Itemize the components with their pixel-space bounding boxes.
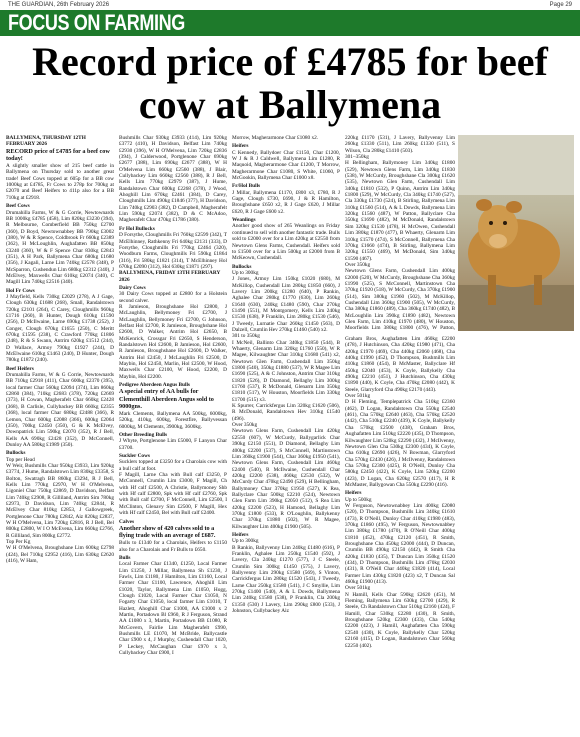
section-banner	[0, 10, 580, 36]
paragraph: H Bellingham, Ballymoney Lim 340kg £1800 (529), Newtown Glens Farm, Lim 340kg £1830 (538), W McCurdy, Broughshane Cla 300kg £1620 (535), Newtown Glen Farm, Cushendall Lim 340kg £1810 (532), P Quinn, Antrim Lim 340kg £1800 (529), W McCurdy, Cla 340kg £1740 (527), Cla 330kg £1730 (524), B Stirling, Ballymena Lim 310kg £1560 (514), A & L Dowds, Ballymena Lim 320kg £1560 (487), W Patton, Ballyclare Cha 350kg £1690 (482), M McDonald, Randalstown Sim 320kg £1530 (478), H McOwen, Cushendall Lim 380kg £1870 (477), B Whaerty, Glenarm Lim 310kg £1570 (474), S McConnell, Ballymena Cha 370kg £1660 (474), B Stirling, Ballymena Lim 320kg £1550 (469), M McDonald, Sim 340kg £1590 (467).	[345, 160, 455, 262]
paragraph: B Rankin, Ballyvenny Lim 240kg £1480 (616), P Franklin, Aghalee Lim 250kg £1540 (592), J Lavery, Cla 240kg £1270 (577), J C Steele, Crumlin Sim 300kg £1450 (575), J Lavery, Ballyvenny Lim 290kg £1580 (569), S Vinton, Carrickfergus Lim 280kg £1520 (543), J Tweedy, Larne Char 250kg £1580 (541), J C Smyllie, Lim 270kg £1400 (540), A & L Dowds, Ballymena Lim 240kg £1580 (538), P Franklin, Cla 200kg £1350 (530) J Lavery, Lim 290kg £800 (533), J Johnston, Cullybackey Aiz	[232, 544, 340, 615]
paragraph: Another good show of 265 Weanlings on Friday continued to sell with another fantastic trade. Bulls sold to £2000 over for a Lim 420kg at £2550 from Newtown Glens Farms, Cushendall. Heifers sold to £1500 over for a Lim 500kg at £2000 from B McKeown, Cushendall.	[232, 223, 340, 262]
paragraph: Sucklers topped at £3250 for a Charolais cow with a bull calf at foot.	[119, 459, 227, 472]
subheading: Other Breeding Bulls	[119, 432, 168, 439]
page-header	[0, 0, 580, 10]
subheading: Calves	[119, 518, 135, 525]
paragraph: F Magill, Larne Cha with Bull calf £3250, P McConnell, Crumlin Lim £3000, F Magill, Ch with Hf calf £2500, A Christie, Ballymoney Shb with Hf calf £2800, Spk with Hf calf £2760, Spk with Bull calf £2700, F McConnell, Lim £2500, I McClinton, Glenavy Sim £2500, F Magill, Hex with Hf calf £2450, Bel with Bull calf £2400.	[119, 472, 227, 517]
paragraph: Over 501kg	[345, 585, 371, 592]
paragraph: J Millar, Ballymena £1170, £800 x3, £780, R J Gage, Clough £730, £690, J & R Hamilton, Broughshane £650 x2, R J Gage £620, J Millar £620, R J Gage £600 x2.	[232, 189, 340, 215]
article-column-2	[119, 135, 227, 733]
paragraph: D Forsythe, Cloughmills Fri 760kg £2599 (342), T McElhinney, Rathkenny Fri 640kg £2131 (333), D Forsythe, Cloughmills Fri 770kg £2464 (320), Woodburn Farms, Cloughmills Fri 590kg £1864 (316), Fri 580kg £1821 (314), T McElhinney Hol 670kg £2090 (312), Hol 630kg £1871 (297).	[119, 232, 227, 270]
subheading: Heifers	[345, 490, 362, 497]
paragraph: N Hamill, Kells Char 590kg £2620 (451), M Fleming, Ballymena Lim 630kg £2700 (429), R Steele, Ch Randalstown Char 510kg £2160 (424), F Hamill, Char 530kg £2280 (430), R Smith, Broughshane 520kg £2300 (433), Cha 540kg £2200 (423), J Hamill, Aughafatten Cha 590kg £2540 (430), K Coyle, Ballykelly Char 520kg £2160 (415), D Logan, Randalstown Char 560kg £2250 (402).	[345, 591, 455, 649]
paragraph: Over 350kg	[345, 261, 371, 268]
paragraph: Newtown Glens Farm, Cushendall Lim 420kg £2550 (607), W McCurdy, Ballygarlick Char 390kg £2150 (551), D Diamond, Bellaghy Lim 400kg £2200 (537), S McConnell, Martinstown Lim 360kg £1900 (544), Char 360kg £1950 (541), Newtown Glens Farm, Cushendall Lim 460kg £2400 (540), R McIlwaine, Cushendall Char 420kg £2200 (538), 460kg £2530 (532), W McCurdy Char 470kg £2490 (529), H Bellingham, Ballymoney Char 370kg £1950 (527), K Rea, Ballyclare Char 500kg £2210 (524), Newtown Glen Farm Lim 390kg £2050 (512), S Rea Lim 420kg £2200 (523), H Hamond, Bellaghy Lim 370kg £1800 (533), R O'Loughlin, Ballykenny Char 370kg £1880 (502), W R Magee, Kilwaughter Lim 400kg £1900 (505).	[232, 428, 340, 530]
paragraph: R Jamieson, Broughshane Hol £2800, J McLaughlin, Bellymoney Fri £2700, J McLaughlin, Bellymoney Fri £2700, G Johnson, Belfast Hol £2700, R Jamieson, Broughshane Hol £2600, D Walker, Antrim Hol £2650, B McKenrick, Crossgar Fri £2650, S Henderson, Randalstown Hol £2600, B Jamieson, Hol £2600, R Jamieson, Broughshane Hol £2600, D Walker, Antrim Hol £2450, J McLaughlin Fri £2500, D Maybin, Hol £2450, Marlin, Hol £2500, W Hood, Maxwells Char £2100, W Hood, £2200, D Maybin, Hol £2200.	[119, 303, 227, 380]
paragraph: A slightly smaller show of 215 beef cattle in Ballymena on Thursday sold to another great trade! Beef Cows topped at 605p for a BB cow 1000kg at £4785, Fr Cows to 278p for 700kg at £2070 and Beef Heifers to 411p also for a BB 710kg at £2918.	[6, 163, 114, 201]
subheading: Beef Cows	[6, 203, 30, 210]
paragraph: Over 501kg	[345, 393, 371, 400]
page-number: Page 29	[549, 2, 572, 8]
paragraph: Drumahilla Farms, W & G Corrie, Newtownards BB 1000kg £4785 (458), Lim 820kg £3230 (394), R Melbourne, Comberfield BB 750kg £2700 (360), D Boyd, Newtownabbey BB 790kg £3002 (380), W & R Spence, Coldbrook Fr 660kg £2389 (362), H McLoughlin, Aughafatten BB 850kg £3240 (360), W & F Spence Char 830kg £2843 (351), A H Park, Ballymena Char 680kg £1680 (356), J Kagali, Larne Lim 740kg £2578 (348), P McSparron, Cushendun Lim 680kg £2312 (340), J McElvey, Maxwells Char 610kg £2074 (340), C Magill Lim 740kg £2516 (340).	[6, 209, 114, 286]
standfirst: RECORD price of £4785 for a beef cow today!	[6, 147, 110, 162]
paragraph: Bulls to £1340 for a Charolais, Heifers to £1150 also for a Charolais and Fr Bulls to £650.	[119, 540, 227, 553]
subheading: Heifers	[232, 531, 249, 538]
headline: Record price of £4785 for beef cow at Ballymena	[32, 39, 548, 127]
paragraph: Top per Head	[6, 456, 35, 463]
subheading: Dairy Cows	[119, 284, 146, 291]
paragraph: W Ferguson, Newtownabbey Lim 400kg £2080 (520), D Thompson, Bushmills Lim 340kg £1610 (473), R O'Neill, Dunloy Char 410kg £1980 (483), 370kg £1860 (495), W Ferguson, Newtownabbey Lim 380kg £1780 (470), R O'Neill Char 400kg £1810 (452), 470kg £2120 (451), R Smith, Broughshane Cha 450kg £2000 (444), D Duncan, Crumlin BB 490kg £2150 (442), R Smith Cha 420kg £1830 (435), T Duncan Lim 350kg £1520 (434), D Thompson, Bushmills Lim 470kg £2030 (431), R O'Neill Char 440kg £1820 (414), Local Farmer Lim 430kg £1820 (423) x2, T Duncan Sal 460kg £1900 (413).	[345, 502, 455, 586]
subheading: Hol Fr Cows	[6, 287, 35, 294]
paragraph: Morrow, Magherarmone Char £1080 x2.	[232, 135, 319, 141]
standfirst: Another show of 420 calves sold to a flying trade with an average of £687.	[119, 524, 216, 540]
subheading: Fr/Hol Bulls	[232, 183, 261, 190]
paragraph: 220kg £1170 (531), J Lavery, Ballyvenny Lim 260kg £1330 (511), Lim 260kg £1330 (511), S Wilson, Cla 280kg £1410 (503).	[345, 135, 455, 154]
paragraph: D H Fleming, Templepatrick Cha 510kg £2360 (462), D Logan, Randalstown Cha 550kg £2540 (461), Cha 570kg £2640 (463), Cha 570kg £2520 (442), Cha 510kg £2240 (439), K Coyle, Ballykelly Cha 570kg £2500 (438), Graham Bros, Aughafatten Lim 510kg £2220 (435), D Thompson, Kilwaughter Lim 520kg £2290 (432), J McIlvenny, Newtown Glen Cha 530kg £2300 (434), K Coyle, Cha 610kg £2690 (426), N Bowman, Glarryford Cha 570kg £2430 (426), J McIlvenny, Randalstown Cha 570kg £2300 (425), R O'Neill, Dunloy Cha 580kg £2450 (422), K Coyle, Lim 520kg £2200 (423), D Logan, Cha 620kg £2570 (417), H R McMaster, Ballygowan Cha 550kg £2290 (416).	[345, 399, 455, 488]
subheading: Pedigree Aberdeen Angus Bulls	[119, 382, 190, 389]
paragraph: 301 to 350kg	[232, 333, 260, 340]
article-column-6	[460, 336, 574, 734]
section-title: FOCUS ON FARMING	[8, 10, 185, 35]
subheading: Bullocks	[232, 263, 252, 270]
paragraph: Graham Bros, Aughafatten Lim 460kg £2200 (478), J Hutchinson, Cha 420kg £1980 (471), Cha 420kg £1970 (469), Cha 440kg £2060 (468), Cha 440kg £1990 (452), D Thompson, Bushmills Lim 410kg £1860 (454), B McMaster, Ballyclare Hf 450kg £2040 (453), K Coyle, Ballykelly Cha 490kg £2210 (451), J Hutchinson, Cha 430kg £1890 (440), K Coyle, Cha 470kg £2080 (442), K Steele, Glarryford Cha 490kg £2170 (443).	[345, 336, 455, 393]
paragraph: Up to 500kg	[345, 496, 372, 503]
paragraph: Top Per Kg	[6, 539, 31, 546]
dateline: BALLYMENA, THURSDAY 12TH FEBRUARY 2026	[6, 135, 86, 148]
paragraph: Over 350kg	[232, 422, 258, 429]
article-column-1	[6, 135, 114, 733]
cattle-photo	[458, 135, 574, 331]
paragraph: Local Farmer Char £1340, £1250, Local Farmer Lim £1250, J Millar, Ballymena Sh £1230, J Fawls, Lim £1180, J Hamilton, Lim £1160, Local Farmer Char £1100, Lawrence, Ahoghill Lim £1020, Taylor, Ballymena Lim £1050, Hogg, Clough £1020, Local Farmer Char £1050, N Fogarty Char £1050, local farmer Lim £1010, T Hazlett, Ahoghill Char £1000, AA £1000 x 2 Martin, Portadown Bl £960, R J Ferguson, Strand AA £1080 x 3, Martin, Portadown BB £1080, R McGovern, Fairlie Lim Magherafelt £990, Bushmills LE £1070, M McBride, Ballycastle Char £900 x 4, J Murphy, Cushendall Char 1020, P Leckey, McCaughan Char £970 x 3, Cullybackey Char £900, I	[119, 561, 227, 657]
subheading: Heifers	[232, 143, 249, 150]
subheading: Beef Heifers	[6, 365, 34, 372]
paragraph: J Jones, Armoy Lim 150kg £1020 (680), M McKillop, Cushendall Lim 280kg £1850 (660), J Lavery Lim 200kg £1280 (640), P Rankin, Aghalee Char 280kg £1770 (630), Lim 260kg £1640 (630), 240kg £1480 (590), Char 270kg £1490 (551), M Montgomery, Kells Lim 240kg £1530 (638), P Franklin, Lim 280kg £1530 (546), J Tweedy, Lurnatie Char 260kg £1450 (563), D Dalzell, Crumlin Hev 270kg £1460 (540) x2.	[232, 276, 340, 333]
paragraph: Up to 300kg	[232, 538, 259, 545]
publication-date: THE GUARDIAN, 26th February 2026	[8, 2, 110, 8]
standfirst: A special entry of AA bulls for Clementhill Aberdeen Angus sold to 9000gns.	[119, 388, 214, 410]
paragraph: 30 Dairy Cows topped at £2800 for a Holstein second calver.	[119, 291, 227, 304]
paragraph: W Weir, Bushmills Char 950kg £3933, Lim 920kg £3774, J Hume, Randalstown Lim 830kg £3358, S Bolton, Swatragh BB 860kg £3294, R J Bell, Kells Lim 770kg £2970, W H O'Melvena, Ligoniel Char 750kg £2869, D Davidson, Belfast Lim 740kg £2908, R Gilliland, Antrim Sim 780kg £2973, D Davidson, Lim 740kg £2844, R McElvey Char 810kg £2853, J Gallowgreek, Portglenone Char 780kg £2842, Aiz 820kg £2837, W H O'Melvena, Lim 720kg £2816, R J Bell, Bel 800kg £2800, W I O McEvena, Lim 660kg £2766, R Gilliland, Sim 800kg £2772.	[6, 462, 114, 539]
subheading: Suckler Cows	[119, 453, 150, 460]
subheading: Fr Hol Bullocks	[119, 225, 155, 232]
dateline: BALLYMENA, FRIDAY 13TH FEBRUARY 2026	[119, 270, 221, 283]
paragraph: Mark Clements, Ballymena AA 500kg, 6000kg, 520kg, 410kg, 600kg, Forestfire, Ballyvessan 6000kg, M Clements, 3900kg, 3600kg.	[119, 411, 227, 430]
paragraph: Bushmills Char 930kg £3933 (414), Lim 920kg £3772 (410), H Davidson, Belfast Lim 740kg £2930 (396), W H O'Melvena, Lim 720kg £2836 (394), J Calderwood, Portglenone Char 690kg £2677 (388), Lim 690kg £2677 (388), W H O'Melvena Lim 660kg £2560 (388), J Blair, Cullybackey Lim 660kg £2560 (388), R J Bell, Kells Lim 770kg £2979 (387), J Hume, Randalstown Char 600kg £2268 (378), J Wood, Ahoghill Lim 670kg £2461 (384), D Carey, Cloughmills Lim 490kg £1846 (377), H Davidson, Lim 740kg £2903 (382), D Campbell, Magherafelt Lim 590kg £2074 (382), D & C McAdoo, Magherafelt Char 470kg £1786 (380).	[119, 135, 227, 224]
cow-illustration	[458, 135, 574, 331]
subheading: Weanlings	[232, 217, 256, 224]
paragraph: I McNeil, Ballinto Char 340kg £1850 (544), B Whaerty, Glenarm Lim 320kg £1760 (550), W R Magee, Kilwaughter Char 310kg £1680 (541) x2, Newtown Glen Farm, Cushendall Lim 350kg £1800 (540), 350kg £1880 (537), W R Magee Lim £1690 (525), A & C Johnston, Antrim Char 310kg £1820 (526), D Diamond, Bellaghy Lim 300kg £1760 (537), R McDonald, Glenarm Lim 350kg £1810 (517), W Houston, Moorfields Lim 330kg £1700 (515) x3.	[232, 339, 340, 403]
subheading: Bullocks	[6, 450, 26, 457]
article-column-3	[232, 135, 340, 733]
paragraph: J Whyte, Portglenone Lim £5000, F Lanyon Char £3700.	[119, 438, 227, 451]
paragraph: 301–350kg	[345, 154, 369, 161]
paragraph: K Spurrer, Carrickfergus Lim 320kg £1620 (506), R McDonald, Randalstown Hev 310kg £1540 (496).	[232, 403, 340, 422]
paragraph: J Mayfield, Kells 730kg £2029 (278), A J Gage, Clough 630kg £1688 (268), Small, Randalstown 720kg £2101 (264), C Carey, Cloughmills 960kg £1716 (260), B Hunter, Dough 610kg £1590 (256), D McIlwaine, Larne 690kg £1738 (252), J Conger, Clough 670kg £1655 (250), C Meritt 670kg £1595 (238), C Crawford 770kg £1806 (248), R & S Swann, Antrim 620kg £1512 (244), D Wallace, Armoy 790kg £1927 (244), D McElwaine 610kg £1463 (240), D Hunter, Dough 780kg £1872 (240).	[6, 293, 114, 364]
paragraph: Up to 300kg	[232, 269, 259, 276]
article-column-4	[345, 135, 455, 331]
paragraph: Newtown Glens Farm, Cushendall Lim 400kg £2000 (520), W McCurdy, Broughshane Cha 360kg £1990 (525), S McConnell, Martinstown Cha 370kg £1920 (518), W McCurdy, Cha 370kg £1900 (514), Sim 380kg £1960 (502), M McKillop, Cushendall Lim 360kg £1900 (505), W McCurdy, Cha 380kg £1860 (489), Cha 360kg £1740 (482), B McLoughlin Lim 390kg £1890 (482), Newtown Glen Farm, Lim 410kg £1970 (480), W Houston, Moorfields Lim 380kg £1800 (476), W Patton,	[345, 268, 455, 331]
subheading: Bulls	[119, 554, 131, 561]
article-column-5	[345, 336, 455, 734]
paragraph: Drumahilla Farms, W & G Corrie, Newtownards BB 710kg £2918 (411), Char 600kg £2370 (395), local farmer Char 560kg £2094 (374), Lim 860kg £2860 (384), 710kg £2683 (378), 720kg £2669 (373), H Cowan, Magherafelt Char 660kg £2428 (368), B Carlisle, Cullybackey BB 660kg £2355 (368), local farmer Char 680kg £2488 (366), R Lemon, Char 600kg £2088 (366), 600kg £2064 (350), 700kg £2450 (350), G & K McElvey, Downpatrick Lim 590kg £2070 (352), R J Bell, Kells AA 690kg £2428 (352), D McConnell, Dunloy AA 580kg £1989 (350).	[6, 372, 114, 448]
paragraph: W H O'Melvena, Broughshane Lim 600kg £2798 (424), Bel 710kg £2952 (416), Lim 630kg £2620 (416), W Ham,	[6, 545, 114, 565]
paragraph: C Kennedy, Ballydoer Char £1150, Char £1200, W J & R J Caldwell, Ballymena Lim £1280, R Maquoid, Magherarmone Char £1200, T Morrow, Magherarmone Char £1080, S White, £1060, P McGookin, Ballymena Char £1000 x8.	[232, 149, 340, 182]
